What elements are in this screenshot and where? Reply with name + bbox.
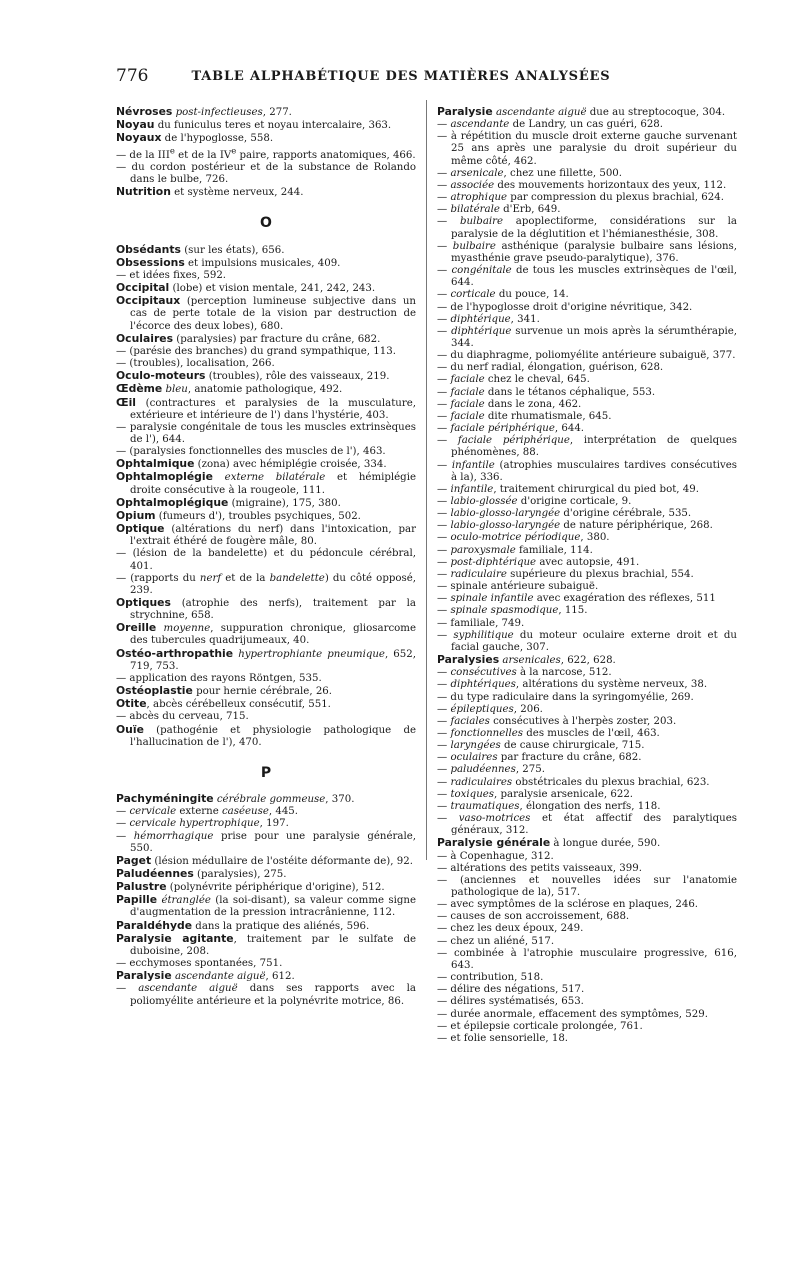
index-entry xyxy=(116,818,416,830)
index-entry xyxy=(437,875,737,899)
entry-text: — familiale, 749. xyxy=(437,617,525,629)
index-entry xyxy=(116,397,416,422)
index-entry xyxy=(116,648,416,673)
entry-text: (polynévrite périphérique d'origine), 512. xyxy=(166,882,385,894)
entry-text: — du cordon postérieur et de la substance de Rolando dans le bulbe, 726. xyxy=(116,162,416,186)
index-entry xyxy=(437,593,737,605)
entry-headword: Paludéennes xyxy=(116,866,194,880)
page-header xyxy=(116,66,686,92)
index-entry xyxy=(116,806,416,818)
index-entry xyxy=(437,192,737,204)
entry-text: — et épilepsie corticale prolongée, 761. xyxy=(437,1020,643,1032)
entry-text: — bulbaire apoplectiforme, considérations sur la paralysie de la déglutition et l'hémianesthésie, 308. xyxy=(437,216,737,240)
page-number: 776 xyxy=(116,66,149,86)
index-entry xyxy=(437,813,737,837)
entry-text: — spinale infantile avec exagération des réflexes, 511 xyxy=(437,593,716,605)
entry-text: — bulbaire asthénique (paralysie bulbaire sans lésions, myasthénie grave pseudo-paralytique), 376. xyxy=(437,240,737,264)
index-entry xyxy=(116,894,416,919)
index-entry xyxy=(437,520,737,532)
index-entry xyxy=(437,460,737,484)
index-entry xyxy=(437,532,737,544)
entry-headword: Ophtalmique xyxy=(116,457,195,471)
entry-headword: Nutrition xyxy=(116,185,171,199)
entry-headword: Paralysie générale xyxy=(437,836,551,850)
index-entry xyxy=(437,168,737,180)
entry-text: — (anciennes et nouvelles idées sur l'anatomie pathologique de la), 517. xyxy=(437,874,737,898)
index-entry xyxy=(437,801,737,813)
entry-text: cérébrale gommeuse, 370. xyxy=(216,794,355,806)
entry-text: (zona) avec hémiplégie croisée, 334. xyxy=(194,459,387,471)
entry-headword: Paralysie xyxy=(116,969,172,983)
entry-text: et impulsions musicales, 409. xyxy=(184,257,341,269)
entry-text: (atrophie des nerfs), traitement par la strychnine, 658. xyxy=(130,598,416,622)
entry-text: — syphilitique du moteur oculaire externe droit et du facial gauche, 307. xyxy=(437,629,737,653)
index-entry xyxy=(437,241,737,265)
entry-text: — chez un aliéné, 517. xyxy=(437,935,555,947)
index-entry xyxy=(437,484,737,496)
section-letter: P xyxy=(260,764,272,781)
entry-text: (sur les états), 656. xyxy=(180,244,285,256)
entry-text: hypertrophiante pneumique, 652, 719, 753. xyxy=(130,648,416,672)
index-entry xyxy=(437,972,737,984)
entry-text: — délire des négations, 517. xyxy=(437,984,585,996)
entry-text: — associée des mouvements horizontaux des yeux, 112. xyxy=(437,179,727,191)
index-entry xyxy=(116,573,416,597)
index-entry xyxy=(437,630,737,654)
entry-text: — faciale dans le tétanos céphalique, 553. xyxy=(437,386,656,398)
entry-text: — vaso-motrices et état affectif des paralytiques généraux, 312. xyxy=(437,813,738,837)
entry-text: — toxiques, paralysie arsenicale, 622. xyxy=(437,788,634,800)
entry-text: , abcès cérébelleux consécutif, 551. xyxy=(146,699,331,711)
index-entry xyxy=(116,724,416,749)
entry-text: — contribution, 518. xyxy=(437,972,544,984)
entry-headword: Optiques xyxy=(116,596,171,610)
entry-text: — oculaires par fracture du crâne, 682. xyxy=(437,752,642,764)
entry-text: — atrophique par compression du plexus brachial, 624. xyxy=(437,192,724,204)
index-entry xyxy=(437,399,737,411)
entry-text: — congénitale de tous les muscles extrinsèques de l'œil, 644. xyxy=(437,265,737,289)
entry-text: — chez les deux époux, 249. xyxy=(437,923,584,935)
index-entry xyxy=(437,411,737,423)
entry-text: (fumeurs d'), troubles psychiques, 502. xyxy=(155,510,361,522)
index-entry xyxy=(437,216,737,240)
entry-headword: Ophtalmoplégique xyxy=(116,495,229,509)
entry-text: — combinée à l'atrophie musculaire progressive, 616, 643. xyxy=(437,947,737,971)
entry-text: — ascendante aiguë dans ses rapports avec la poliomyélite antérieure et la polynévrite motrice, 86. xyxy=(116,983,416,1007)
index-entry xyxy=(437,435,737,459)
entry-text: — faciale dans le zona, 462. xyxy=(437,398,582,410)
index-entry xyxy=(437,863,737,875)
index-entry xyxy=(437,837,737,850)
index-entry xyxy=(116,132,416,145)
entry-text: — traumatiques, élongation des nerfs, 118. xyxy=(437,800,661,812)
entry-text: ascendante aiguë due au streptocoque, 304. xyxy=(495,107,726,118)
index-entry xyxy=(437,289,737,301)
entry-text: (perception lumineuse subjective dans un cas de perte totale de la vision par destruction de l'écorce des deux lobes), 680. xyxy=(130,296,416,332)
entry-headword: Névroses xyxy=(116,105,173,118)
entry-text: (lésion médullaire de l'ostéite déformante de), 92. xyxy=(151,855,413,867)
entry-headword: Ostéo-arthropathie xyxy=(116,646,234,660)
entry-text: externe bilatérale et hémiplégie droite consécutive à la rougeole, 111. xyxy=(130,472,416,496)
index-entry xyxy=(116,970,416,983)
entry-headword: Obsessions xyxy=(116,255,185,269)
index-entry xyxy=(437,508,737,520)
entry-headword: Obsédants xyxy=(116,242,181,256)
entry-text: — spinale antérieure subaiguë. xyxy=(437,581,599,593)
entry-text: — de la IIIe et de la IVe paire, rapports anatomiques, 466. xyxy=(116,146,416,161)
entry-text: — radiculaire supérieure du plexus brachial, 554. xyxy=(437,568,694,580)
index-entry xyxy=(437,923,737,935)
entry-text: — diphtérique survenue un mois après la sérumthérapie, 344. xyxy=(437,325,737,349)
entry-text: — application des rayons Röntgen, 535. xyxy=(116,672,322,684)
index-entry xyxy=(116,622,416,647)
index-entry xyxy=(437,204,737,216)
index-entry xyxy=(116,333,416,346)
entry-text: — faciale dite rhumatismale, 645. xyxy=(437,410,612,422)
left-index-column xyxy=(116,106,416,1008)
entry-text: étranglée (la soi-disant), sa valeur comme signe d'augmentation de la pression intracrânienne, 112. xyxy=(130,895,416,919)
entry-headword: Palustre xyxy=(116,880,167,894)
entry-headword: Ouïe xyxy=(116,722,144,736)
entry-text: — (lésion de la bandelette) et du pédoncule cérébral, 401. xyxy=(116,548,416,572)
entry-text: — radiculaires obstétricales du plexus brachial, 623. xyxy=(437,776,710,788)
entry-headword: Ostéoplastie xyxy=(116,684,193,698)
entry-text: — laryngées de cause chirurgicale, 715. xyxy=(437,740,645,752)
index-entry xyxy=(437,302,737,314)
entry-headword: Oculaires xyxy=(116,331,174,345)
index-entry xyxy=(437,545,737,557)
entry-text: — (paralysies fonctionnelles des muscles de l'), 463. xyxy=(116,446,386,458)
entry-text: (contractures et paralysies de la musculature, extérieure et intérieure de l') dans l'hystérie, 403. xyxy=(130,397,416,421)
index-entry xyxy=(116,186,416,199)
entry-text: — oculo-motrice périodique, 380. xyxy=(437,532,610,544)
entry-text: (paralysies), 275. xyxy=(193,868,287,880)
entry-headword: Oculo-moteurs xyxy=(116,369,206,383)
entry-text: — post-diphtérique avec autopsie, 491. xyxy=(437,556,640,568)
index-entry xyxy=(437,581,737,593)
index-entry xyxy=(437,106,737,119)
entry-text: — ecchymoses spontanées, 751. xyxy=(116,958,283,970)
entry-headword: Paralysies xyxy=(437,653,500,667)
index-entry xyxy=(116,711,416,723)
index-entry xyxy=(437,911,737,923)
index-entry xyxy=(116,933,416,958)
index-entry xyxy=(116,698,416,711)
index-entry xyxy=(437,679,737,691)
index-entry xyxy=(116,881,416,894)
entry-text: — paroxysmale familiale, 114. xyxy=(437,544,593,556)
entry-text: (pathogénie et physiologie pathologique de l'hallucination de l'), 470. xyxy=(130,724,416,748)
entry-headword: Optique xyxy=(116,522,165,536)
index-entry xyxy=(116,162,416,186)
entry-text: — et idées fixes, 592. xyxy=(116,269,227,281)
entry-text: (altérations du nerf) dans l'intoxication, par l'extrait éthéré de fougère mâle, 80. xyxy=(130,524,416,548)
entry-text: — corticale du pouce, 14. xyxy=(437,289,569,301)
index-entry xyxy=(116,831,416,855)
entry-text: pour hernie cérébrale, 26. xyxy=(192,686,333,698)
entry-text: — à Copenhague, 312. xyxy=(437,850,554,862)
index-entry xyxy=(116,106,416,119)
entry-headword: Noyaux xyxy=(116,131,162,145)
column-divider xyxy=(426,100,427,860)
entry-text: — causes de son accroissement, 688. xyxy=(437,911,630,923)
entry-headword: Otite xyxy=(116,697,147,711)
index-entry xyxy=(437,350,737,362)
index-entry xyxy=(437,777,737,789)
entry-text: — hémorrhagique prise pour une paralysie générale, 550. xyxy=(116,830,416,854)
entry-text: — diphtériques, altérations du système nerveux, 38. xyxy=(437,679,708,691)
entry-text: — labio-glossée d'origine corticale, 9. xyxy=(437,496,632,507)
entry-text: — paludéennes, 275. xyxy=(437,764,545,776)
entry-text: — consécutives à la narcose, 512. xyxy=(437,667,612,679)
entry-text: ascendante aiguë, 612. xyxy=(174,971,295,983)
entry-text: — cervicale externe caséeuse, 445. xyxy=(116,806,299,818)
index-entry xyxy=(437,704,737,716)
entry-text: — arsenicale, chez une fillette, 500. xyxy=(437,167,623,179)
index-entry xyxy=(437,764,737,776)
entry-text: — faciales consécutives à l'herpès zoster, 203. xyxy=(437,715,677,727)
entry-text: — diphtérique, 341. xyxy=(437,313,540,325)
entry-text: — ascendante de Landry, un cas guéri, 628. xyxy=(437,119,664,131)
entry-text: — faciale chez le cheval, 645. xyxy=(437,374,590,386)
entry-headword: Occipitaux xyxy=(116,294,181,308)
entry-text: — à répétition du muscle droit externe gauche survenant 25 ans après une paralysie du droit supérieur du même côté, 462. xyxy=(437,131,737,167)
entry-text: — abcès du cerveau, 715. xyxy=(116,711,249,723)
index-entry xyxy=(437,326,737,350)
entry-text: — infantile (atrophies musculaires tardives consécutives à la), 336. xyxy=(437,459,737,483)
index-entry xyxy=(437,387,737,399)
entry-headword: Oreille xyxy=(116,621,157,635)
index-entry xyxy=(116,295,416,332)
index-entry xyxy=(116,471,416,496)
entry-text: — du nerf radial, élongation, guérison, 628. xyxy=(437,362,664,374)
index-entry xyxy=(437,1009,737,1021)
running-title: TABLE ALPHABÉTIQUE DES MATIÈRES ANALYSÉES xyxy=(191,69,611,84)
entry-text: — bilatérale d'Erb, 649. xyxy=(437,204,561,216)
entry-headword: Noyau xyxy=(116,118,155,132)
index-entry xyxy=(437,314,737,326)
index-entry xyxy=(437,716,737,728)
index-entry xyxy=(437,605,737,617)
index-entry xyxy=(116,793,416,806)
index-entry xyxy=(437,131,737,167)
entry-headword: Paralysie agitante xyxy=(116,931,234,945)
index-entry xyxy=(437,692,737,704)
index-entry xyxy=(437,740,737,752)
index-entry xyxy=(116,548,416,572)
index-entry xyxy=(437,265,737,289)
entry-text: — de l'hypoglosse droit d'origine névritique, 342. xyxy=(437,301,693,313)
index-entry xyxy=(116,422,416,446)
index-entry xyxy=(437,119,737,131)
entry-text: — spinale spasmodique, 115. xyxy=(437,605,588,617)
entry-headword: Paralysie xyxy=(437,105,493,118)
index-entry xyxy=(437,423,737,435)
entry-text: arsenicales, 622, 628. xyxy=(502,655,616,667)
index-entry xyxy=(437,948,737,972)
index-entry xyxy=(116,685,416,698)
index-entry xyxy=(437,496,737,508)
entry-text: — cervicale hypertrophique, 197. xyxy=(116,818,289,830)
entry-headword: Œil xyxy=(116,395,137,409)
index-entry xyxy=(116,383,416,396)
entry-text: moyenne, suppuration chronique, gliosarcome des tubercules quadrijumeaux, 40. xyxy=(130,623,416,647)
index-entry xyxy=(437,557,737,569)
index-entry xyxy=(437,667,737,679)
index-entry xyxy=(437,1033,737,1045)
index-entry xyxy=(437,374,737,386)
entry-text: post-infectieuses, 277. xyxy=(175,107,292,118)
index-entry xyxy=(116,523,416,548)
index-entry xyxy=(116,983,416,1007)
entry-text: de l'hypoglosse, 558. xyxy=(161,133,274,145)
index-entry xyxy=(437,618,737,630)
index-entry xyxy=(437,996,737,1008)
entry-headword: Papille xyxy=(116,893,158,907)
entry-headword: Œdème xyxy=(116,382,163,396)
index-entry xyxy=(437,752,737,764)
entry-text: — fonctionnelles des muscles de l'œil, 463. xyxy=(437,727,660,739)
entry-text: — durée anormale, effacement des symptômes, 529. xyxy=(437,1008,708,1020)
entry-text: — et folie sensorielle, 18. xyxy=(437,1032,569,1044)
index-entry xyxy=(116,597,416,622)
entry-text: — altérations des petits vaisseaux, 399. xyxy=(437,862,642,874)
entry-text: (troubles), rôle des vaisseaux, 219. xyxy=(205,371,390,383)
entry-text: — faciale périphérique, interprétation de quelques phénomènes, 88. xyxy=(437,435,737,459)
entry-text: — (troubles), localisation, 266. xyxy=(116,358,275,370)
entry-text: — infantile, traitement chirurgical du pied bot, 49. xyxy=(437,483,699,495)
index-entry xyxy=(437,1021,737,1033)
index-entry xyxy=(116,346,416,358)
index-entry xyxy=(437,899,737,911)
entry-text: — du diaphragme, poliomyélite antérieure subaiguë, 377. xyxy=(437,350,736,362)
entry-text: — épileptiques, 206. xyxy=(437,703,543,715)
entry-text: — paralysie congénitale de tous les muscles extrinsèques de l'), 644. xyxy=(116,421,416,445)
entry-text: (lobe) et vision mentale, 241, 242, 243. xyxy=(169,283,376,295)
index-entry xyxy=(437,936,737,948)
index-entry xyxy=(437,362,737,374)
index-entry xyxy=(437,569,737,581)
entry-text: à longue durée, 590. xyxy=(550,838,661,850)
entry-text: — faciale périphérique, 644. xyxy=(437,423,585,435)
entry-headword: Opium xyxy=(116,508,156,522)
section-letter: O xyxy=(260,215,272,232)
index-entry xyxy=(437,180,737,192)
entry-text: (migraine), 175, 380. xyxy=(228,497,341,509)
entry-headword: Occipital xyxy=(116,281,170,295)
entry-headword: Ophtalmoplégie xyxy=(116,470,213,484)
entry-text: — avec symptômes de la sclérose en plaques, 246. xyxy=(437,899,699,911)
entry-text: — délires systématisés, 653. xyxy=(437,996,584,1008)
entry-text: — du type radiculaire dans la syringomyélie, 269. xyxy=(437,691,694,703)
entry-text: (paralysies) par fracture du crâne, 682. xyxy=(173,333,381,345)
index-entry xyxy=(116,257,416,270)
entry-headword: Paget xyxy=(116,853,152,867)
entry-text: , traitement par le sulfate de duboisine, 208. xyxy=(130,933,416,957)
entry-headword: Pachyméningite xyxy=(116,792,214,806)
entry-text: et système nerveux, 244. xyxy=(170,187,304,199)
entry-text: bleu, anatomie pathologique, 492. xyxy=(165,384,343,396)
entry-headword: Paraldéhyde xyxy=(116,918,193,932)
entry-text: du funiculus teres et noyau intercalaire, 363. xyxy=(154,120,392,132)
index-entry xyxy=(437,654,737,667)
index-entry xyxy=(437,984,737,996)
entry-text: dans la pratique des aliénés, 596. xyxy=(192,920,370,932)
entry-text: — labio-glosso-laryngée d'origine cérébrale, 535. xyxy=(437,508,692,520)
entry-text: — (rapports du nerf et de la bandelette) du côté opposé, 239. xyxy=(116,572,416,596)
index-entry xyxy=(437,851,737,863)
index-entry xyxy=(437,728,737,740)
entry-text: — (parésie des branches) du grand sympathique, 113. xyxy=(116,345,396,357)
entry-text: — labio-glosso-laryngée de nature périphérique, 268. xyxy=(437,520,713,532)
index-entry xyxy=(116,145,416,162)
index-entry xyxy=(437,789,737,801)
right-index-column xyxy=(437,106,737,1045)
index-entry xyxy=(116,497,416,510)
